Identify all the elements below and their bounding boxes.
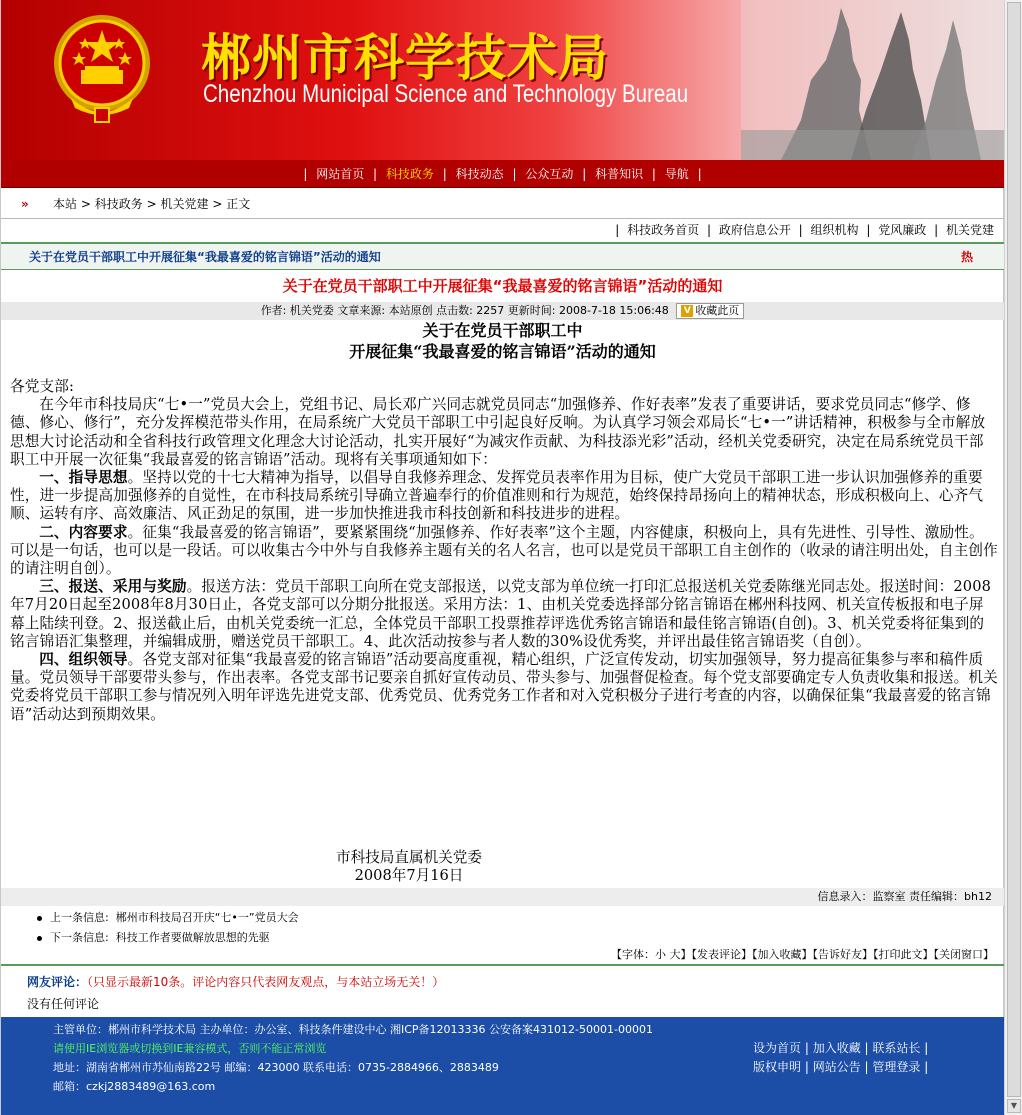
prev-link[interactable]: 郴州市科技局召开庆“七•一”党员大会 [115,911,299,924]
signature-org: 市科技局直属机关党委 [336,849,482,866]
body-heading [1,320,1004,362]
section-2-text: 。征集“我最喜爱的铭言锦语”，要紧紧围绕“加强修养、作好表率”这个主题，内容健康，积极向上，具有先进性、引导性、激励性。可以是一句话，也可以是一段话。可以收集古今中外与自我修养主题有关的名人名言，也可以是党员干部职工自主创作的（收录的请注明出处，自主创作的请注明自创）。 [10,523,998,578]
bookmark-label: 收藏此页 [695,304,740,317]
breadcrumb-sep: > [80,197,91,211]
nav-separator: | [582,167,587,181]
article-tools [1,946,1004,964]
nav-item-sci-gov[interactable]: 科技政务 [385,167,434,181]
announcement-link[interactable]: 网站公告 [812,1060,861,1074]
entry-info: 信息录入：监察室 责任编辑：bh12 [1,888,1004,906]
nav-item-home[interactable]: 网站首页 [316,167,365,181]
meta-text: 作者: 机关党委 文章来源: 本站原创 点击数: 2257 更新时间: 2008-7-18 15:06:48 [260,304,669,317]
breadcrumb-home[interactable]: 本站 [53,197,78,211]
breadcrumb-sci-gov[interactable]: 科技政务 [94,197,143,211]
breadcrumb-sep: > [146,197,157,211]
breadcrumb [1,193,1004,215]
nav-item-sci-news[interactable]: 科技动态 [455,167,504,181]
sub-nav: | 科技政务首页 | 政府信息公开 | 组织机构 | 党风廉政 | 机关党建 [1,218,1004,240]
section-1-text: 。坚持以党的十七大精神为指导，以倡导自我修养理念、发挥党员表率作用为目标，使广大党员干部职工进一步认识加强修养的重要性，进一步提高加强修养的自觉性，在市科技局系统引导确立普遍奉行的价值准则和行为规范，始终保持昂扬向上的精神状态，形成积极向上、心齐气顺、运转有序、高效廉洁、风正劲足的氛围，进一步加快推进我市科技创新和科技进步的进程。 [10,469,984,523]
signature-date: 2008年7月16日 [354,867,464,885]
scrollbar-thumb[interactable] [1007,2,1021,1097]
font-small-link[interactable]: 小 [655,948,666,961]
close-window-link[interactable]: 【关闭窗口】 [933,948,994,961]
section-3 [10,578,998,651]
comments-label: 网友评论： [27,975,88,989]
footer-browser-note: 请使用IE浏览器或切换到IE兼容模式，否则不能正常浏览 [53,1042,327,1055]
footer-links-row1: 设为首页 | 加入收藏 | 联系站长 | [753,1041,929,1055]
nav-separator: | [512,167,517,181]
signature-block [309,849,509,886]
site-subtitle: Chenzhou Municipal Science and Technology Bureau [203,80,689,108]
article-title: 关于在党员干部职工中开展征集“我最喜爱的铭言锦语”活动的通知 [282,277,723,295]
breadcrumb-current: 正文 [226,197,251,211]
intro-paragraph: 在今年市科技局庆“七•一”党员大会上，党组书记、局长邓广兴同志就党员同志“加强修养、作好表率”发表了重要讲话，要求党员同志“修学、修德、修心、修行”，充分发挥模范带头作用，在局系统广大党员干部职工中引起良好反响。为认真学习领会邓局长“七•一”讲话精神，积极参与全市解放思想大讨论活动和全省科技行政管理文化理念大讨论活动，扎实开展好“为减灾作贡献、为科技添光彩”活动，经机关党委研究，决定在局系统党员干部职工中开展一次征集“我最喜爱的铭言锦语”活动。现将有关事项通知如下： [10,396,986,468]
footer-sponsor: 主管单位：郴州市科学技术局 主办单位：办公室、科技条件建设中心 湘ICP备12013336 公安备案431012-50001-00001 [53,1023,653,1036]
titlebar-text: 关于在党员干部职工中开展征集“我最喜爱的铭言锦语”活动的通知 [29,250,381,264]
site-title: 郴州市科学技术局 [201,29,609,87]
section-4 [10,651,998,724]
nav-separator: | [651,167,656,181]
nav-separator: | [303,167,308,181]
national-emblem-icon [51,8,153,126]
bullet-icon [37,916,42,921]
section-3-heading: 三、报送、采用与奖励 [39,578,187,596]
next-link[interactable]: 科技工作者要做解放思想的先驱 [115,931,270,944]
section-2-heading: 二、内容要求 [39,523,128,541]
nav-item-science[interactable]: 科普知识 [595,167,644,181]
bookmark-button[interactable] [676,303,744,319]
subnav-item-party[interactable]: 机关党建 [945,223,994,237]
font-large-link[interactable]: 大】 [669,948,692,961]
header-banner [1,0,1004,160]
add-favorite-link[interactable]: 【加入收藏】 [752,948,813,961]
subnav-item-gov-info[interactable]: 政府信息公开 [718,223,791,237]
section-4-heading: 四、组织领导 [39,651,128,669]
font-size-label: 【字体： [611,948,655,961]
subnav-item-integrity[interactable]: 党风廉政 [878,223,927,237]
post-comment-link[interactable]: 【发表评论】 [691,948,752,961]
prev-next-links [37,908,299,948]
contact-webmaster-link[interactable]: 联系站长 [872,1041,921,1055]
bookmark-icon: V [681,305,693,317]
section-3-text: 。报送方法：党员干部职工向所在党支部报送，以党支部为单位统一打印汇总报送机关党委陈继光同志处。报送时间：2008年7月20日起至2008年8月30日止，各党支部可以分期分批报送。采用方法：1、由机关党委选择部分铭言锦语在郴州科技网、机关宣传板报和电子屏幕上陆续刊登。2、报送截止后，由机关党委统一汇总，全体党员干部职工投票推荐评选优秀铭言锦语和最佳铭言锦语(自创)。3、机关党委将征集到的铭言锦语汇集整理，并编辑成册，赠送党员干部职工。4、此次活动按参与者人数的30%设优秀奖，并评出最佳铭言锦语奖（自创）。 [10,578,992,650]
footer-email: 邮箱：czkj2883489@163.com [53,1080,216,1093]
nav-item-public[interactable]: 公众互动 [525,167,574,181]
comments-header [27,973,444,990]
prev-item [37,908,299,928]
nav-item-guide[interactable]: 导航 [664,167,689,181]
nav-separator: | [442,167,447,181]
article-meta [1,302,1004,320]
salutation: 各党支部: [10,378,75,395]
next-item [37,928,299,948]
section-1-heading: 一、指导思想 [39,469,128,487]
add-favorite-footer-link[interactable]: 加入收藏 [812,1041,861,1055]
bullet-icon [37,936,42,941]
article-title-bar [1,242,1004,270]
breadcrumb-party[interactable]: 机关党建 [160,197,209,211]
set-homepage-link[interactable]: 设为首页 [753,1041,802,1055]
footer [1,1017,1004,1115]
comments-note: （只显示最新10条。评论内容只代表网友观点，与本站立场无关！） [87,975,445,989]
body-heading-line2: 开展征集“我最喜爱的铭言锦语”活动的通知 [349,342,656,361]
article-body [10,378,998,724]
body-heading-line1: 关于在党员干部职工中 [422,321,583,340]
vertical-scrollbar[interactable] [1004,0,1022,1115]
next-label: 下一条信息: [50,931,109,944]
hot-badge: 热 [961,250,974,264]
breadcrumb-sep: > [212,197,223,211]
subnav-item-sci-gov-home[interactable]: 科技政务首页 [627,223,700,237]
scroll-down-arrow-icon[interactable]: ▼ [1007,1099,1021,1113]
section-1 [10,469,998,524]
main-nav [1,160,1004,188]
subnav-item-org[interactable]: 组织机构 [810,223,859,237]
nav-separator: | [697,167,702,181]
no-comments: 没有任何评论 [27,997,100,1011]
double-chevron-icon: » [21,197,29,211]
sculpture-image [741,0,1004,160]
prev-label: 上一条信息: [50,911,109,924]
print-link[interactable]: 【打印此文】 [873,948,934,961]
section-4-text: 。各党支部对征集“我最喜爱的铭言锦语”活动要高度重视，精心组织，广泛宣传发动，切实加强领导，努力提高征集参与率和稿件质量。党员领导干部要带头参与，作出表率。各党支部书记要亲自抓好宣传动员、带头参与、加强督促检查。每个党支部要确定专人负责收集和报送。机关党委将党员干部职工参与情况列入明年评选先进党支部、优秀党员、优秀党务工作者和对入党积极分子进行考查的内容，以确保征集“我最喜爱的铭言锦语”活动达到预期效果。 [10,651,998,723]
copyright-link[interactable]: 版权申明 [753,1060,802,1074]
divider [1,964,1004,966]
section-2 [10,524,998,579]
admin-login-link[interactable]: 管理登录 [872,1060,921,1074]
tell-friend-link[interactable]: 【告诉好友】 [812,948,873,961]
nav-separator: | [373,167,378,181]
footer-address: 地址：湖南省郴州市苏仙南路22号 邮编：423000 联系电话：0735-2884966、2883489 [53,1061,499,1074]
footer-links-row2: 版权申明 | 网站公告 | 管理登录 | [753,1060,929,1074]
